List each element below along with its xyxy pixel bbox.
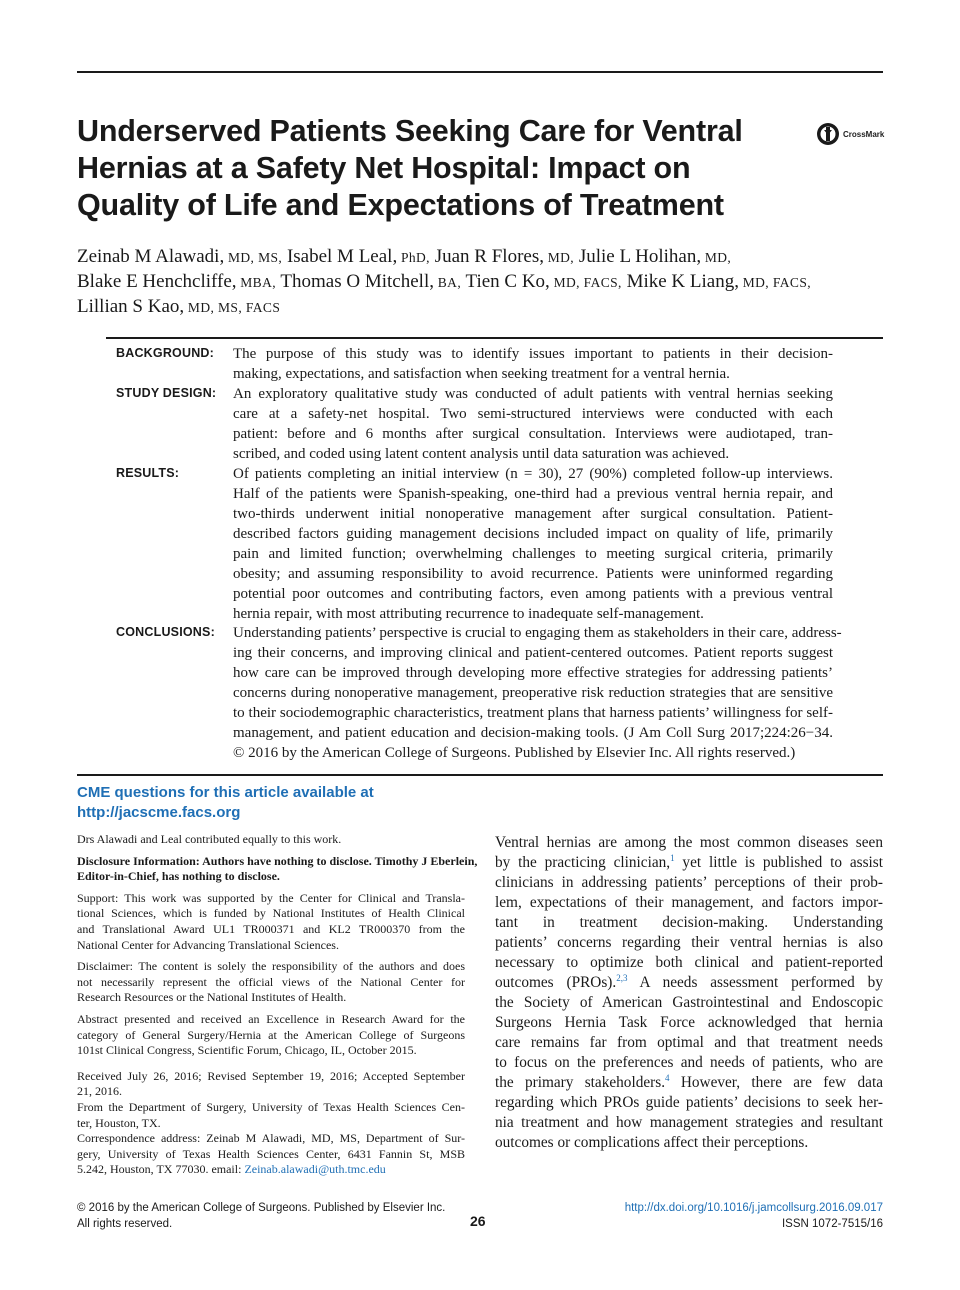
top-rule	[77, 71, 883, 73]
background-text	[233, 344, 833, 384]
author-degree: PhD,	[397, 250, 430, 265]
title-line: Underserved Patients Seeking Care for Ventral	[77, 114, 743, 148]
note-line: tional Sciences, which is funded by National Institutes of Health Clinical	[77, 906, 465, 921]
body-line: necessary to optimize both clinical and patient-reported	[495, 954, 883, 971]
doi-link[interactable]: http://dx.doi.org/10.1016/j.jamcollsurg.2016.09.017	[624, 1202, 883, 1214]
background-heading: BACKGROUND:	[116, 346, 215, 360]
cme-link[interactable]: http://jacscme.facs.org	[77, 804, 241, 821]
footer-copyright	[77, 1200, 497, 1232]
body-line: the Society of American Gastrointestinal and Endoscopic	[495, 994, 883, 1011]
body-line: outcomes or complications affect their perceptions.	[495, 1134, 809, 1151]
note-line: 21, 2016.	[77, 1084, 122, 1099]
abstract-line: obesity; and assuming responsibility to avoid recurrence. Patients were uninformed regarding	[233, 566, 833, 582]
author-name: Lillian S Kao,	[77, 296, 185, 317]
author-degree: MD, FACS,	[738, 275, 812, 290]
received-note	[77, 1069, 465, 1100]
author-line	[77, 295, 897, 320]
note-line: gery, University of Texas Health Sciences Center, 6431 Fannin St, MSB	[77, 1146, 465, 1161]
abstract-line: concerns during nonoperative management, preoperative risk reduction strategies that are sensitive	[233, 685, 833, 701]
author-degree: MD, MS, FACS	[184, 300, 281, 315]
note-line: category of General Surgery/Hernia at the American College of Surgeons	[77, 1027, 465, 1042]
author-degree: MD,	[543, 250, 575, 265]
abstract-line: care at a safety-net hospital. Two semi-structured interviews were conducted with each	[233, 406, 833, 422]
support-note	[77, 891, 465, 953]
body-line	[495, 853, 883, 873]
author-name: Mike K Liang,	[621, 271, 739, 292]
author-degree: BA,	[433, 275, 462, 290]
abstract-line: to their sociodemographic characteristics, treatment plans that harness patients’ willingness for self-	[233, 705, 833, 721]
body-text: by the practicing clinician,	[495, 854, 671, 871]
crossmark-icon	[816, 122, 840, 146]
body-line: Ventral hernias are among the most common diseases seen	[495, 834, 883, 851]
abstract-line: two-thirds underwent initial nonoperative management after surgical consultation. Patient-	[233, 506, 833, 522]
author-degree: MD, FACS,	[549, 275, 622, 290]
copyright-text: © 2016 by the American College of Surgeons. Published by Elsevier Inc.	[77, 1202, 446, 1214]
body-line	[495, 973, 883, 993]
footer-identifiers	[560, 1200, 883, 1232]
author-name: Blake E Henchcliffe,	[77, 271, 237, 292]
note-line: 101st Clinical Congress, Scientific Forum, Chicago, IL, October 2015.	[77, 1043, 417, 1058]
body-line: to focus on the preferences and needs of patients, who are	[495, 1054, 883, 1071]
author-name: Isabel M Leal,	[282, 246, 398, 267]
abstract-line: Understanding patients’ perspective is crucial to engaging them as stakeholders in their care, address-	[233, 625, 842, 641]
body-text: yet little is published to assist	[674, 854, 883, 871]
email-link[interactable]: Zeinab.alawadi@uth.tmc.edu	[244, 1162, 386, 1177]
note-line: not necessarily represent the official views of the National Center for	[77, 974, 465, 989]
citation-link[interactable]: 1	[670, 852, 675, 863]
citation-link[interactable]: 2,3	[616, 972, 628, 983]
body-paragraph	[495, 833, 883, 1153]
body-line: nia treatment and how management strategies and resultant	[495, 1114, 883, 1131]
body-line: clinicians in addressing patients’ perceptions of their prob-	[495, 874, 883, 891]
author-line	[77, 245, 897, 270]
abstract-line: how care can be improved through developing more effective strategies for addressing patients’	[233, 665, 833, 681]
abstract-line: ing their concerns, and improving clinical and patient-centered outcomes. Patient reports suggest	[233, 645, 833, 661]
author-line	[77, 270, 897, 295]
body-line: regarding which PROs guide patients’ decisions to seek her-	[495, 1094, 883, 1111]
affiliation-note	[77, 1100, 465, 1131]
results-heading: RESULTS:	[116, 466, 180, 480]
abstract-line: hernia repair, with most attributing recurrence to inadequate self-management.	[233, 606, 704, 622]
body-line	[495, 1073, 883, 1093]
author-name: Zeinab M Alawadi,	[77, 246, 225, 267]
body-text: the primary stakeholders.	[495, 1074, 666, 1091]
author-name: Julie L Holihan,	[574, 246, 702, 267]
author-list	[77, 245, 897, 320]
author-degree: MD, MS,	[224, 250, 283, 265]
abstract-line: scribed, and coded using latent content analysis until data saturation was achieved.	[233, 446, 730, 462]
abstract-line: pain and limited function; overwhelming challenges to meeting surgical criteria, primarily	[233, 546, 833, 562]
study-design-text	[233, 384, 833, 464]
author-degree: MBA,	[236, 275, 277, 290]
note-line: Drs Alawadi and Leal contributed equally to this work.	[77, 832, 342, 846]
abstract-top-rule	[106, 337, 883, 339]
abstract-line: Of patients completing an initial interview (n = 30), 27 (90%) completed follow-up interviews.	[233, 466, 833, 482]
abstract-line: Half of the patients were Spanish-speaking, one-third had a previous ventral hernia repair, and	[233, 486, 833, 502]
note-line: Disclaimer: The content is solely the responsibility of the authors and does	[77, 959, 465, 974]
author-name: Juan R Flores,	[429, 246, 544, 267]
page-number: 26	[470, 1213, 486, 1229]
note-line: and Translational Award UL1 TR000371 and KL2 TR000370 from the	[77, 921, 465, 936]
author-name: Tien C Ko,	[461, 271, 550, 292]
body-line: care remains far from optimal and that treatment needs	[495, 1034, 883, 1051]
note-line: Disclosure Information: Authors have nothing to disclose. Timothy J Eberlein,	[77, 853, 478, 868]
cme-notice	[77, 783, 457, 823]
presentation-note	[77, 1012, 465, 1059]
body-line: lem, expectations of their management, and factors impor-	[495, 894, 883, 911]
citation-link[interactable]: 4	[665, 1072, 670, 1083]
body-line: patients’ concerns regarding their ventral hernias is also	[495, 934, 883, 951]
author-name: Thomas O Mitchell,	[276, 271, 434, 292]
body-text: A needs assessment performed by	[627, 974, 883, 991]
body-line: Surgeons Hernia Task Force acknowledged that hernia	[495, 1014, 883, 1031]
disclosure-note	[77, 853, 478, 885]
abstract-line: potential poor outcomes and contributing factors, even among patients with a previous ventral	[233, 586, 833, 602]
note-line: Support: This work was supported by the Center for Clinical and Transla-	[77, 890, 465, 905]
note-line: Correspondence address: Zeinab M Alawadi, MD, MS, Department of Sur-	[77, 1131, 465, 1146]
crossmark-label: CrossMark	[843, 129, 885, 139]
body-text: However, there are few data	[669, 1074, 883, 1091]
crossmark-badge[interactable]	[816, 120, 886, 148]
note-line	[77, 1162, 465, 1178]
abstract-bottom-rule	[77, 774, 883, 776]
article-title	[77, 113, 797, 224]
conclusions-heading: CONCLUSIONS:	[116, 625, 215, 639]
study-design-heading: STUDY DESIGN:	[116, 386, 217, 400]
equal-contribution-note	[77, 832, 465, 848]
note-line: Received July 26, 2016; Revised September 19, 2016; Accepted September	[77, 1068, 465, 1083]
body-line: tant in treatment decision-making. Understanding	[495, 914, 883, 931]
note-line: From the Department of Surgery, University of Texas Health Sciences Cen-	[77, 1099, 465, 1114]
cme-text: CME questions for this article available at	[77, 784, 374, 801]
abstract-line: management, and patient education and decision-making tools. (J Am Coll Surg 2017;224:26−34.	[233, 725, 833, 741]
abstract-line: The purpose of this study was to identify issues important to patients in their decision-	[233, 346, 833, 362]
abstract-line: making, expectations, and satisfaction when seeking treatment for a ventral hernia.	[233, 366, 730, 382]
body-text: outcomes (PROs).	[495, 974, 617, 991]
rights-text: All rights reserved.	[77, 1218, 173, 1230]
title-line: Hernias at a Safety Net Hospital: Impact on	[77, 151, 691, 185]
note-line: ter, Houston, TX.	[77, 1115, 161, 1130]
abstract-line: patient: before and 6 months after surgical consultation. Interviews were audiotaped, tran-	[233, 426, 833, 442]
issn-text: ISSN 1072-7515/16	[781, 1218, 883, 1230]
correspondence-note	[77, 1131, 465, 1178]
abstract-line: An exploratory qualitative study was conducted of adult patients with ventral hernias seeking	[233, 386, 833, 402]
article-notes	[77, 832, 478, 1184]
results-text	[233, 464, 833, 624]
note-line: National Center for Advancing Translational Sciences.	[77, 937, 339, 952]
abstract-line: described factors guiding management decisions included impact on quality of life, primarily	[233, 526, 833, 542]
conclusions-text	[233, 623, 842, 763]
title-line: Quality of Life and Expectations of Treatment	[77, 188, 724, 222]
note-line: Editor-in-Chief, has nothing to disclose.	[77, 869, 280, 884]
abstract-line: © 2016 by the American College of Surgeons. Published by Elsevier Inc. All rights reserved.)	[233, 745, 796, 761]
note-line: Research Resources or the National Institutes of Health.	[77, 990, 347, 1005]
author-degree: MD,	[701, 250, 732, 265]
note-line: Abstract presented and received an Excellence in Research Award for the	[77, 1011, 465, 1026]
disclaimer-note	[77, 959, 465, 1006]
note-text: 5.242, Houston, TX 77030. email:	[77, 1162, 245, 1177]
